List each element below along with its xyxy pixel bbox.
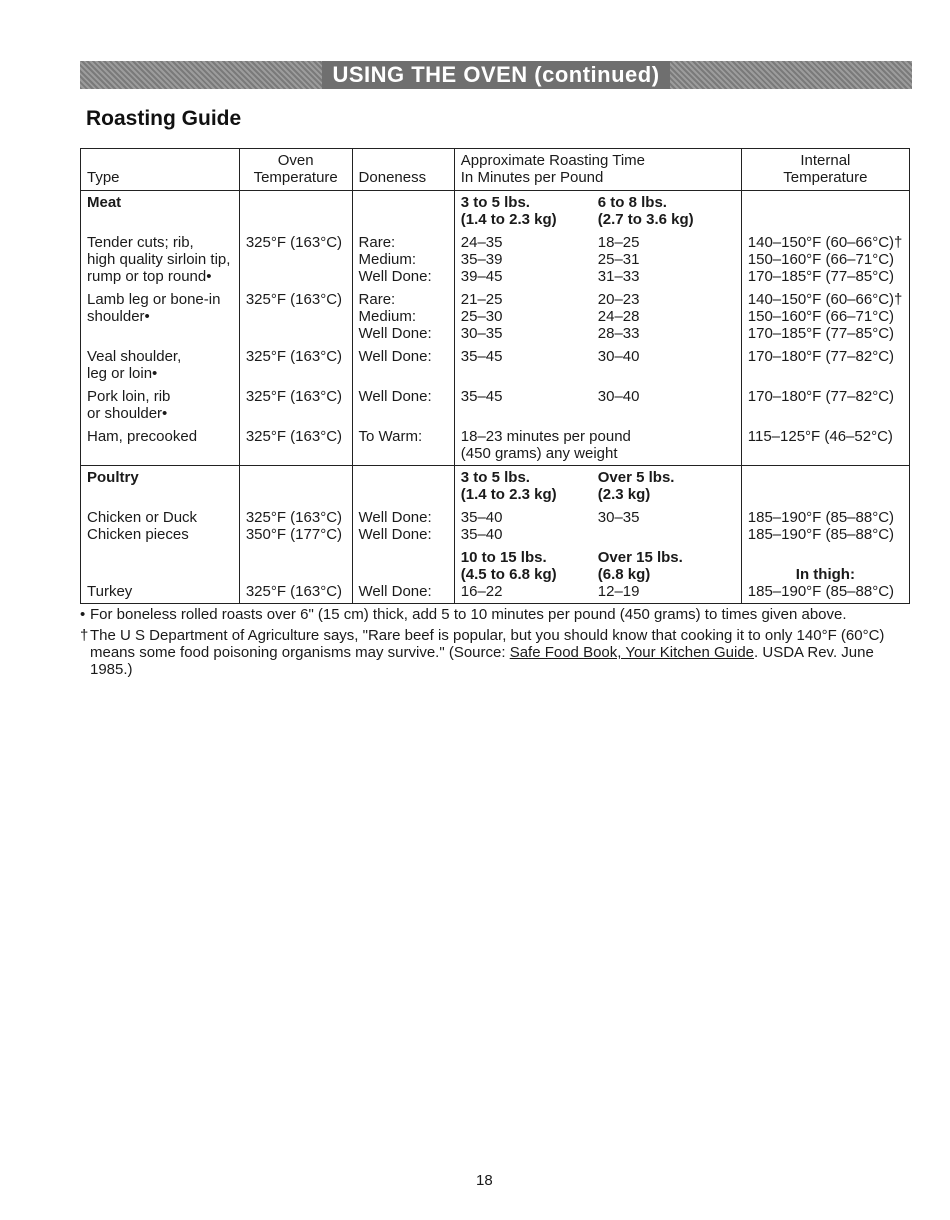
internal-cell: 140–150°F (60–66°C)† 150–160°F (66–71°C) 170–185°F (77–85°C) <box>741 231 909 288</box>
internal-cell: 170–180°F (77–82°C) <box>741 345 909 385</box>
footnote-bullet: • For boneless rolled roasts over 6" (15 cm) thick, add 5 to 10 minutes per pound (450 grams) to times given above. <box>80 606 847 623</box>
internal-cell: 115–125°F (46–52°C) <box>741 425 909 466</box>
table-row <box>81 546 910 604</box>
poultry-section-label: Poultry <box>81 466 240 507</box>
table-row <box>81 506 910 546</box>
time-cell: 21–25 25–30 30–35 20–23 24–28 28–33 <box>454 288 741 345</box>
time-cell: 24–35 35–39 39–45 18–25 25–31 31–33 <box>454 231 741 288</box>
oven-cell: 325°F (163°C) <box>239 231 352 288</box>
oven-cell: 325°F (163°C) <box>239 425 352 466</box>
poultry-weight-columns: 3 to 5 lbs. (1.4 to 2.3 kg) Over 5 lbs. (2.3 kg) <box>454 466 741 507</box>
type-cell: Ham, precooked <box>81 425 240 466</box>
roasting-guide-table <box>80 148 910 604</box>
time-cell: 18–23 minutes per pound (450 grams) any weight <box>454 425 741 466</box>
doneness-cell: Well Done: <box>352 546 454 604</box>
type-cell: Veal shoulder, leg or loin• <box>81 345 240 385</box>
header-oven-temp: Oven Temperature <box>239 149 352 191</box>
type-cell: Tender cuts; rib, high quality sirloin tip, rump or top round• <box>81 231 240 288</box>
source-title: Safe Food Book, Your Kitchen Guide <box>509 644 755 661</box>
page-title: Roasting Guide <box>86 107 242 130</box>
header-approx-time: Approximate Roasting Time In Minutes per Pound <box>454 149 741 191</box>
oven-cell: 325°F (163°C) <box>239 345 352 385</box>
header-internal-temp: Internal Temperature <box>741 149 909 191</box>
meat-section-label: Meat <box>81 191 240 232</box>
type-cell: Pork loin, rib or shoulder• <box>81 385 240 425</box>
section-banner <box>80 61 912 89</box>
table-row <box>81 385 910 425</box>
internal-cell: 140–150°F (60–66°C)† 150–160°F (66–71°C) 170–185°F (77–85°C) <box>741 288 909 345</box>
time-cell: 35–40 35–40 30–35 <box>454 506 741 546</box>
doneness-cell: To Warm: <box>352 425 454 466</box>
oven-cell: 325°F (163°C) <box>239 385 352 425</box>
type-cell: Lamb leg or bone-in shoulder• <box>81 288 240 345</box>
footnotes <box>80 606 910 682</box>
type-cell: Turkey <box>81 546 240 604</box>
doneness-cell: Well Done: <box>352 345 454 385</box>
header-type: Type <box>81 149 240 191</box>
table-header-row <box>81 149 910 191</box>
oven-cell: 325°F (163°C) <box>239 288 352 345</box>
table-row <box>81 425 910 466</box>
oven-cell: 325°F (163°C) <box>239 546 352 604</box>
doneness-cell: Well Done: Well Done: <box>352 506 454 546</box>
meat-section-row <box>81 191 910 232</box>
time-cell: 35–45 30–40 <box>454 345 741 385</box>
doneness-cell: Rare: Medium: Well Done: <box>352 231 454 288</box>
internal-cell: In thigh: 185–190°F (85–88°C) <box>741 546 909 604</box>
oven-cell: 325°F (163°C) 350°F (177°C) <box>239 506 352 546</box>
internal-cell: 185–190°F (85–88°C) 185–190°F (85–88°C) <box>741 506 909 546</box>
table-row <box>81 288 910 345</box>
footnote-dagger: † The U S Department of Agriculture says, "Rare beef is popular, but you should know that cooking it to only 140°F (60°C) means some food poisoning organisms may survive." (Source: Safe Food Book, Your Kitchen Guide. USDA Rev. June 1985.) <box>80 627 885 678</box>
poultry-section-row <box>81 466 910 507</box>
banner-title: USING THE OVEN (continued) <box>322 61 669 89</box>
header-doneness: Doneness <box>352 149 454 191</box>
table-row <box>81 345 910 385</box>
doneness-cell: Well Done: <box>352 385 454 425</box>
time-cell: 35–45 30–40 <box>454 385 741 425</box>
page-number: 18 <box>476 1172 493 1189</box>
time-cell: 10 to 15 lbs. (4.5 to 6.8 kg) Over 15 lbs. (6.8 kg) 16–22 12–19 <box>454 546 741 604</box>
table-row <box>81 231 910 288</box>
meat-weight-columns: 3 to 5 lbs. (1.4 to 2.3 kg) 6 to 8 lbs. (2.7 to 3.6 kg) <box>454 191 741 232</box>
internal-cell: 170–180°F (77–82°C) <box>741 385 909 425</box>
type-cell: Chicken or Duck Chicken pieces <box>81 506 240 546</box>
doneness-cell: Rare: Medium: Well Done: <box>352 288 454 345</box>
